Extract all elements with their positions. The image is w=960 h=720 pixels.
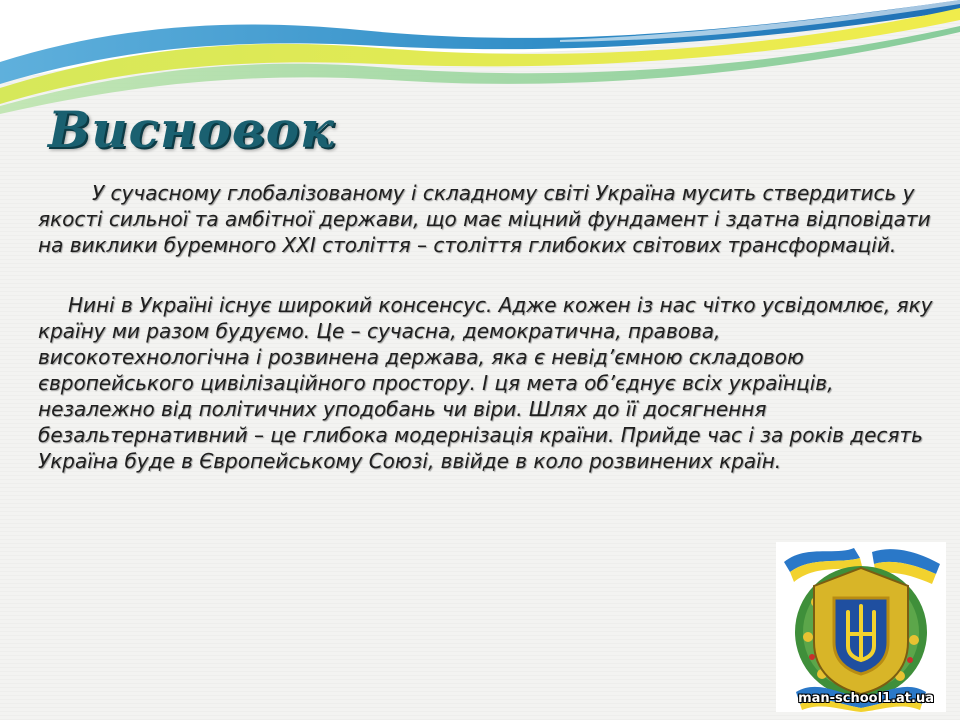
- paragraph-1: У сучасному глобалізованому і складному світі Україна мусить ствердитись у якості сильної та амбітної держави, що має міцний фундамент і здатна відповідати на виклики буремного XXI століття – століття глибоких світових трансформацій.: [38, 181, 931, 257]
- coat-of-arms-icon: [776, 542, 946, 712]
- slide-title: Висновок: [48, 100, 335, 159]
- conclusion-text: [38, 180, 938, 474]
- coat-of-arms-image: [776, 542, 946, 712]
- paragraph-2: Нині в Україні існує широкий консенсус. Адже кожен із нас чітко усвідомлює, яку країну ми разом будуємо. Це – сучасна, демократична, правова, високотехнологічна і розвинена держава, яка є невід’ємною складовою європейського цивілізаційного простору. І ця мета об’єднує всіх українців, незалежно від політичних уподобань чи віри. Шлях до її досягнення безальтернативний – це глибока модернізація країни. Прийде час і за років десять Україна буде в Європейському Союзі, ввійде в коло розвинених країн.: [38, 293, 933, 473]
- watermark-text: man-school1.at.ua: [798, 691, 934, 706]
